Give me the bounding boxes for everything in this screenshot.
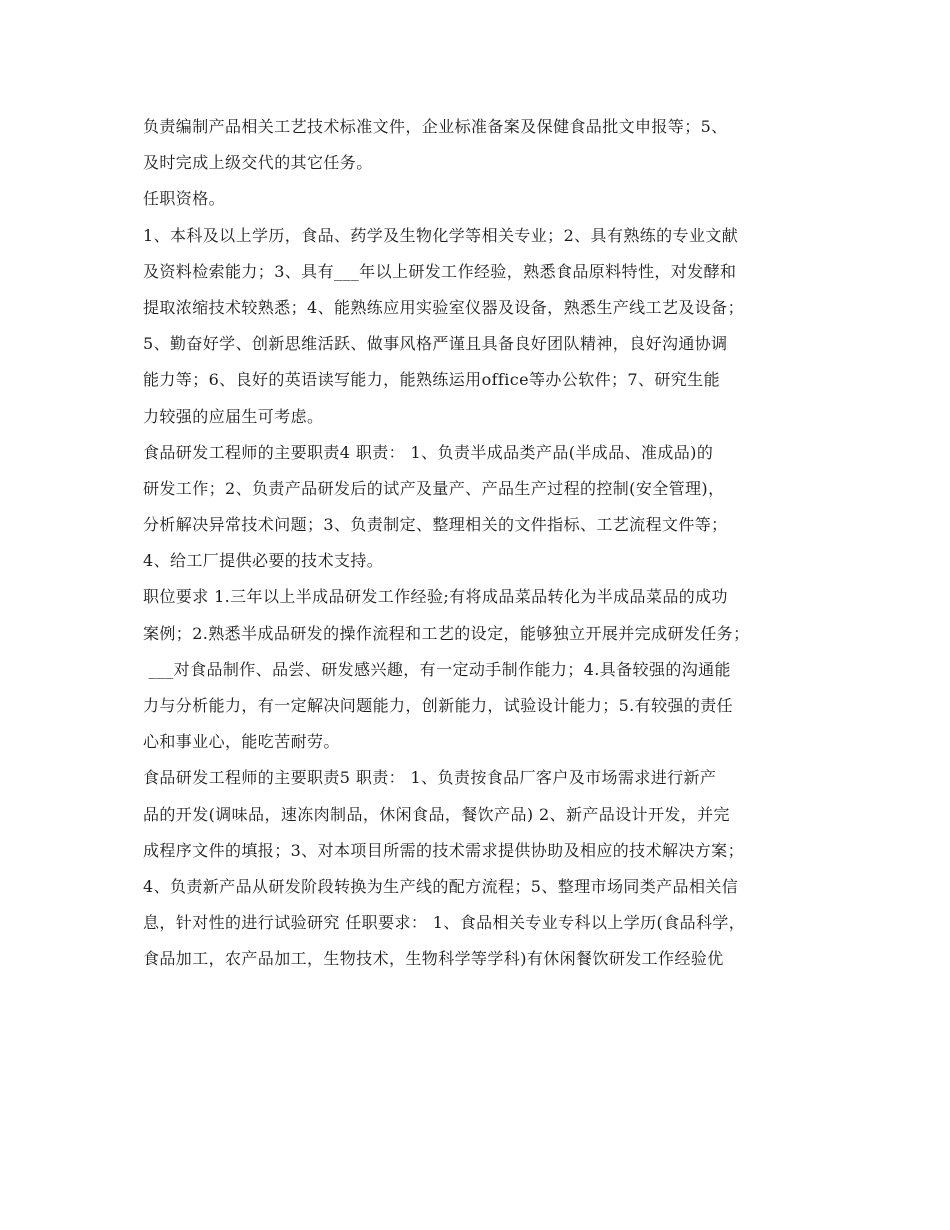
- text-line: 1、本科及以上学历，食品、药学及生物化学等相关专业；2、具有熟练的专业文献: [143, 225, 739, 245]
- text-line: 息，针对性的进行试验研究 任职要求： 1、食品相关专业专科以上学历(食品科学，: [143, 913, 746, 933]
- text-line: 研发工作；2、负责产品研发后的试产及量产、产品生产过程的控制(安全管理)，: [143, 478, 725, 498]
- text-line: 食品研发工程师的主要职责4 职责： 1、负责半成品类产品(半成品、准成品)的: [143, 442, 714, 462]
- text-line: 提取浓缩技术较熟悉；4、能熟练应用实验室仪器及设备，熟悉生产线工艺及设备；: [143, 297, 744, 317]
- text-line: 食品加工，农产品加工，生物技术，生物科学等学科)有休闲餐饮研发工作经验优: [143, 949, 724, 969]
- text-line: 及时完成上级交代的其它任务。: [143, 153, 373, 173]
- text-line: 4、给工厂提供必要的技术支持。: [143, 551, 384, 571]
- text-line: 分析解决异常技术问题；3、负责制定、整理相关的文件指标、工艺流程文件等；: [143, 515, 728, 535]
- text-line: 任职资格。: [143, 189, 226, 209]
- text-line: 4、负责新产品从研发阶段转换为生产线的配方流程；5、整理市场同类产品相关信: [143, 876, 739, 896]
- text-line: 及资料检索能力；3、具有___年以上研发工作经验，熟悉食品原料特性，对发酵和: [143, 261, 737, 281]
- text-line: 5、勤奋好学、创新思维活跃、做事风格严谨且具备良好团队精神，良好沟通协调: [143, 334, 728, 354]
- text-line: 食品研发工程师的主要职责5 职责： 1、负责按食品厂客户及市场需求进行新产: [143, 768, 717, 788]
- text-line: 成程序文件的填报；3、对本项目所需的技术需求提供协助及相应的技术解决方案；: [143, 840, 744, 860]
- text-line: 力与分析能力，有一定解决问题能力，创新能力，试验设计能力；5.有较强的责任: [143, 696, 734, 715]
- text-line: 品的开发(调味品，速冻肉制品，休闲食品，餐饮产品) 2、新产品设计开发，并完: [143, 804, 730, 824]
- text-line: 心和事业心，能吃苦耐劳。: [143, 732, 340, 752]
- text-line: 能力等；6、良好的英语读写能力，能熟练运用office等办公软件；7、研究生能: [143, 370, 720, 390]
- text-line: ___对食品制作、品尝、研发感兴趣，有一定动手制作能力；4.具备较强的沟通能: [143, 659, 731, 679]
- document-body: [143, 109, 843, 978]
- text-line: 力较强的应届生可考虑。: [143, 406, 324, 426]
- text-line: 负责编制产品相关工艺技术标准文件，企业标准备案及保健食品批文申报等；5、: [143, 117, 728, 136]
- text-line: 职位要求 1.三年以上半成品研发工作经验;有将成品菜品转化为半成品菜品的成功: [143, 587, 728, 607]
- text-line: 案例；2.熟悉半成品研发的操作流程和工艺的设定，能够独立开展并完成研发任务；: [143, 623, 750, 643]
